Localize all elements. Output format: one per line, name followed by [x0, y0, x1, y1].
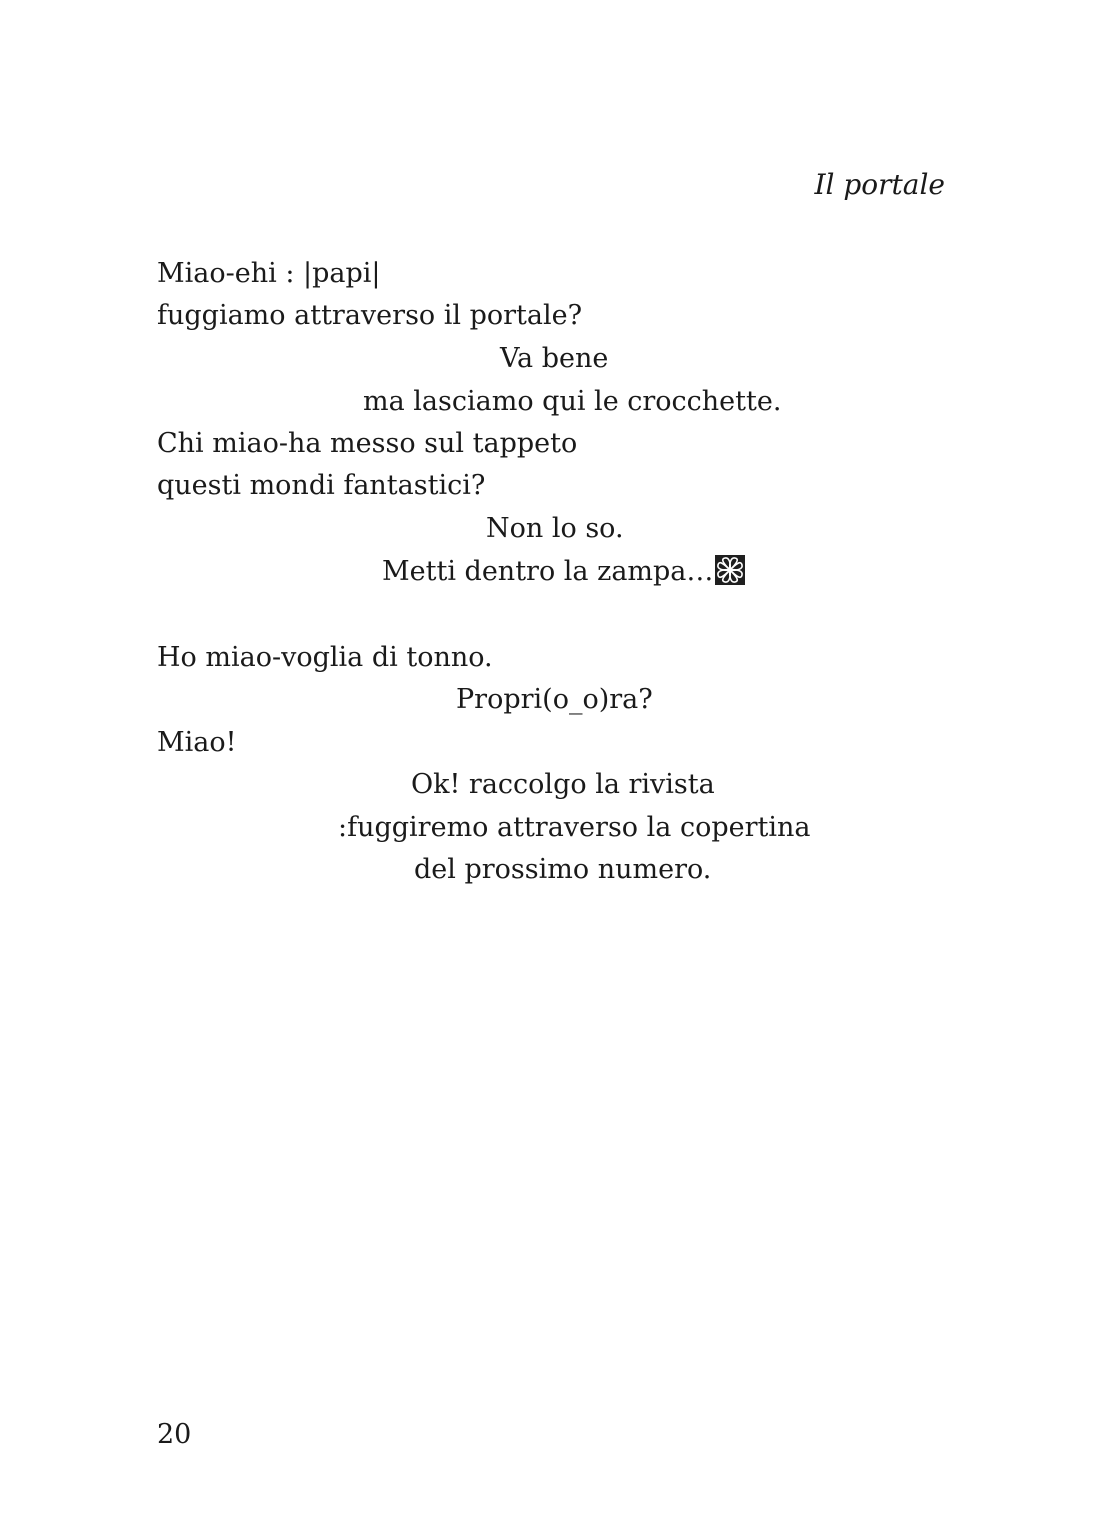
poem-line-8: Metti dentro la zampa…	[382, 556, 714, 587]
poem-line-9: Ho miao-voglia di tonno.	[157, 642, 493, 673]
poem-line-11: Miao!	[157, 727, 237, 758]
poem-line-8-wrap	[382, 554, 745, 590]
poem-line-10: Propri(o_o)ra?	[456, 684, 653, 715]
poem-line-6: questi mondi fantastici?	[157, 470, 486, 501]
page-number: 20	[157, 1419, 192, 1450]
poem-line-2: fuggiamo attraverso il portale?	[157, 300, 583, 331]
poem-line-7: Non lo so.	[486, 513, 624, 544]
poem-line-14: del prossimo numero.	[414, 854, 712, 885]
poem-line-1: Miao-ehi : |papi|	[157, 258, 381, 289]
poem-line-3: Va bene	[500, 343, 609, 374]
poem-line-5: Chi miao-ha messo sul tappeto	[157, 428, 578, 459]
poem-line-12: Ok! raccolgo la rivista	[411, 769, 715, 800]
section-title: Il portale	[814, 168, 945, 201]
celtic-knot-icon	[715, 555, 745, 585]
poem-line-4: ma lasciamo qui le crocchette.	[363, 386, 782, 417]
poem-line-13: :fuggiremo attraverso la copertina	[338, 812, 811, 843]
